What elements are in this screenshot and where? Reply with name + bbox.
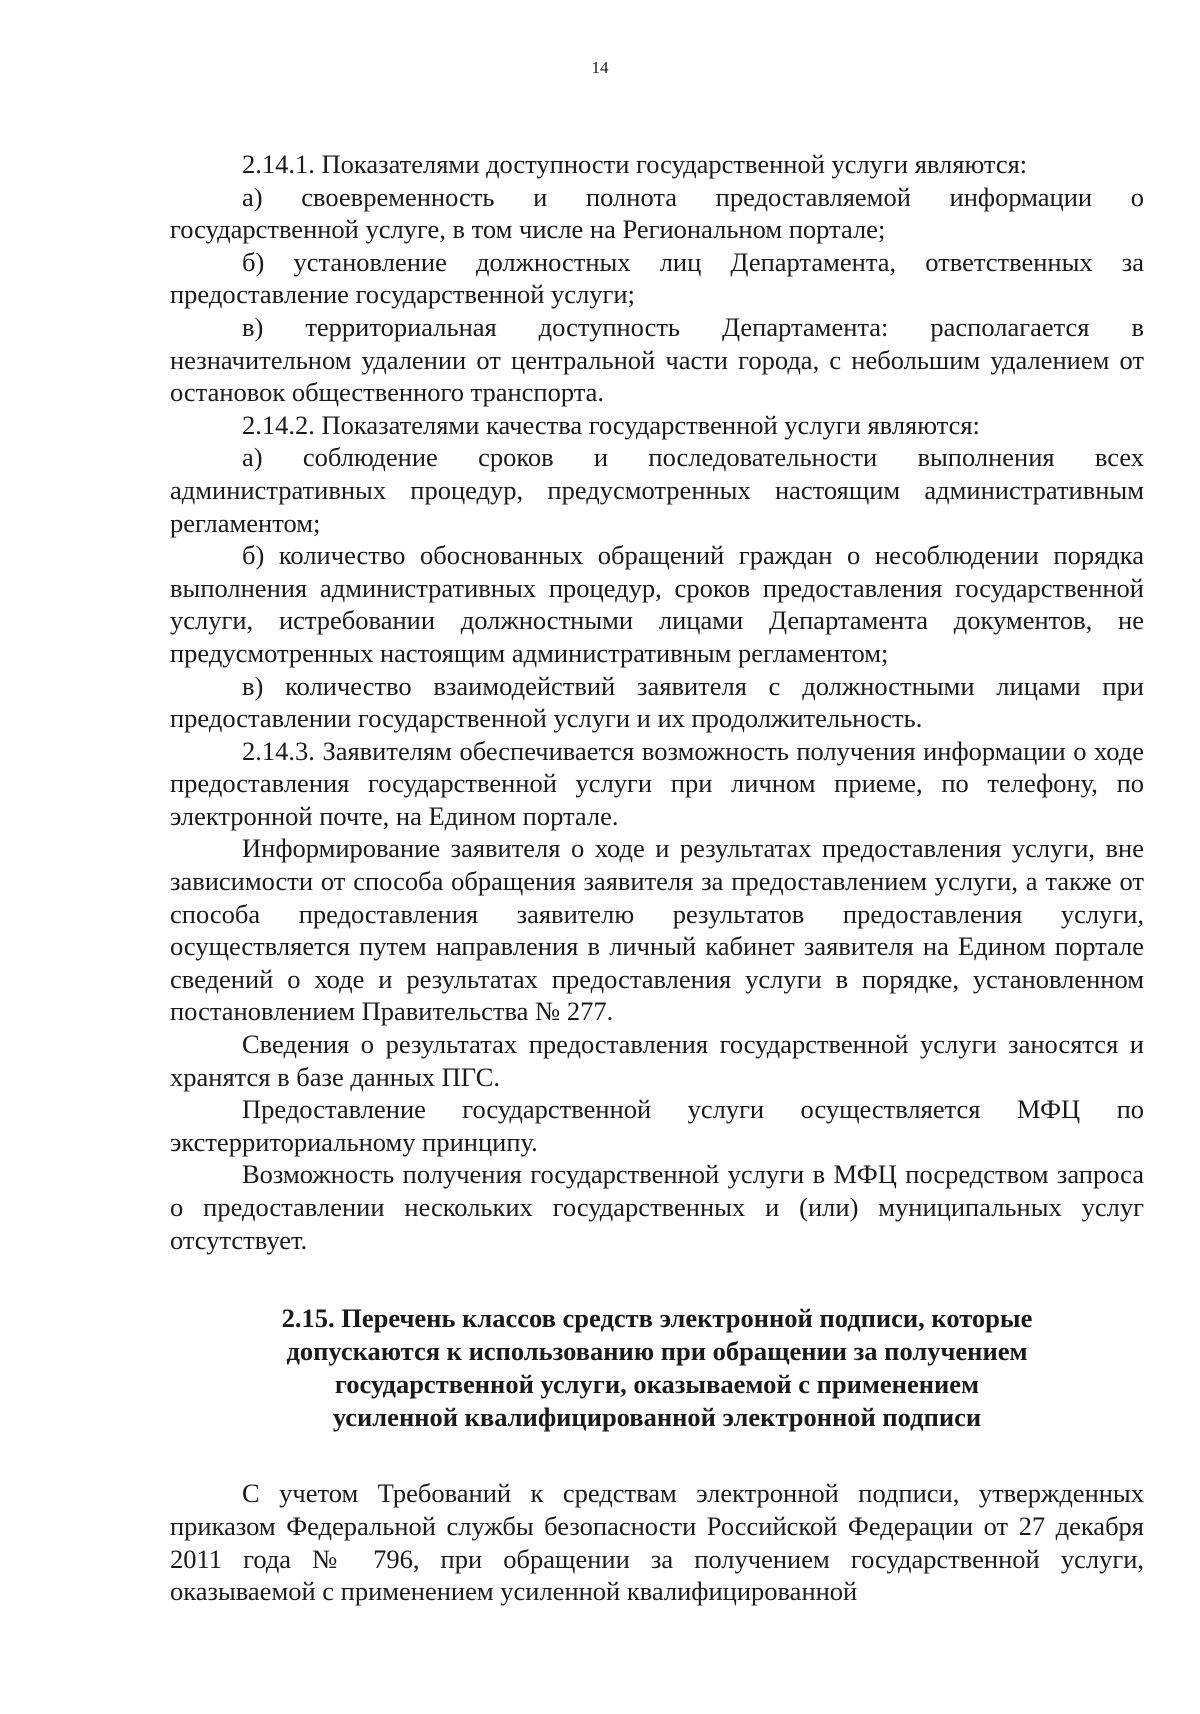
heading-line: государственной услуги, оказываемой с применением [334, 1368, 980, 1399]
paragraph-2-14-1-a: а) своевременность и полнота предоставляемой информации о государственной услуге, в том числе на Региональном портале; [170, 181, 1144, 245]
document-body [170, 148, 1144, 1608]
paragraph-signature-requirements: С учетом Требований к средствам электронной подписи, утвержденных приказом Федеральной службы безопасности Российской Федерации от 27 декабря 2011 года № 796, при обращении за получением государственной услуги, оказываемой с применением усиленной квалифицированной [170, 1478, 1144, 1607]
paragraph-2-14-2-a: а) соблюдение сроков и последовательности выполнения всех административных процедур, предусмотренных настоящим административным регламентом; [170, 442, 1144, 538]
heading-line: усиленной квалифицированной электронной подписи [332, 1401, 982, 1432]
heading-line: 2.15. Перечень классов средств электронной подписи, которые [281, 1303, 1033, 1334]
paragraph-mfc-extraterritorial: Предоставление государственной услуги осуществляется МФЦ по экстерриториальному принципу. [170, 1094, 1144, 1157]
paragraph-2-14-1: 2.14.1. Показателями доступности государственной услуги являются: [242, 149, 1028, 179]
section-heading-2-15 [170, 1302, 1144, 1433]
paragraph-2-14-2-b: б) количество обоснованных обращений граждан о несоблюдении порядка выполнения административных процедур, сроков предоставления государственной услуги, истребовании должностными лицами Департамента документов, не предусмотренных настоящим административным регламентом; [170, 540, 1144, 668]
paragraph-2-14-3: 2.14.3. Заявителям обеспечивается возможность получения информации о ходе предоставления государственной услуги при личном приеме, по телефону, по электронной почте, на Едином портале. [170, 735, 1144, 831]
paragraph-results-storage: Сведения о результатах предоставления государственной услуги заносятся и хранятся в базе данных ПГС. [170, 1029, 1144, 1092]
paragraph-2-14-2-v: в) количество взаимодействий заявителя с должностными лицами при предоставлении государственной услуги и их продолжительность. [170, 670, 1144, 734]
heading-line: допускаются к использованию при обращении за получением [286, 1335, 1028, 1366]
paragraph-informing: Информирование заявителя о ходе и результатах предоставления услуги, вне зависимости от способа обращения заявителя за предоставлением услуги, а также от способа предоставления заявителю результатов предоставления услуги, осуществляется путем направления в личный кабинет заявителя на Едином портале сведений о ходе и результатах предоставления услуги в порядке, установленном постановлением Правительства № 277. [170, 833, 1144, 1027]
page-number: 14 [591, 58, 609, 77]
paragraph-2-14-2: 2.14.2. Показателями качества государственной услуги являются: [242, 409, 980, 440]
paragraph-complex-request: Возможность получения государственной услуги в МФЦ посредством запроса о предоставлении нескольких государственных и (или) муниципальных услуг отсутствует. [170, 1159, 1144, 1255]
paragraph-2-14-1-b: б) установление должностных лиц Департамента, ответственных за предоставление государственной услуги; [170, 246, 1144, 310]
paragraph-2-14-1-v: в) территориальная доступность Департамента: располагается в незначительном удалении от центральной части города, с небольшим удалением от остановок общественного транспорта. [170, 311, 1144, 408]
